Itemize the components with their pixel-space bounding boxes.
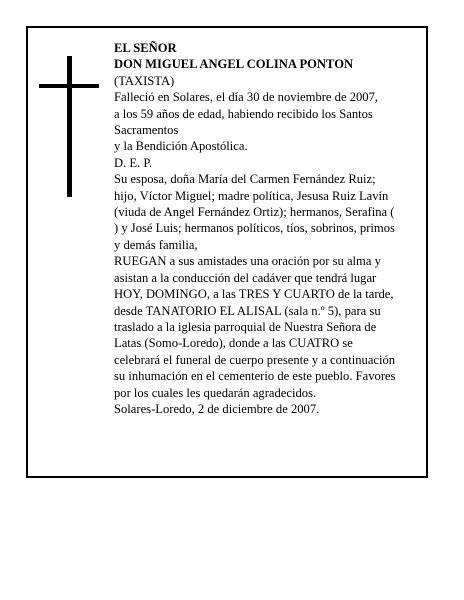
family-line: Su esposa, doña María del Carmen Fernández Ruiz; <box>114 172 376 187</box>
request-line: por los cuales les quedarán agradecidos. <box>114 385 317 400</box>
request-line: RUEGAN a sus amistades una oración por su alma y <box>114 254 381 269</box>
request-line: HOY, DOMINGO, a las TRES Y CUARTO de la tarde, <box>114 287 394 302</box>
family-line: y demás familia, <box>114 237 198 252</box>
request-line: asistan a la conducción del cadáver que tendrá lugar <box>114 270 377 285</box>
request-line: su inhumación en el cementerio de este pueblo. Favores <box>114 369 396 384</box>
notice-title: EL SEÑOR <box>114 41 177 55</box>
death-line: a los 59 años de edad, habiendo recibido los Santos <box>114 106 373 121</box>
obituary-text <box>114 40 426 417</box>
request-line: celebrará el funeral de cuerpo presente y a continuación <box>114 352 396 367</box>
family-line: ) y José Luis; hermanos políticos, tíos, sobrinos, primos <box>114 221 395 236</box>
deceased-name: DON MIGUEL ANGEL COLINA PONTON <box>114 57 354 72</box>
deceased-occupation: (TAXISTA) <box>114 73 175 88</box>
place-date: Solares-Loredo, 2 de diciembre de 2007. <box>114 401 320 416</box>
request-line: Latas (Somo-Loredo), donde a las CUATRO se <box>114 336 353 351</box>
cross-icon <box>67 56 72 197</box>
death-line: Sacramentos <box>114 123 179 138</box>
family-line: (viuda de Angel Fernández Ortiz); hermanos, Serafina ( <box>114 205 395 220</box>
obituary-notice <box>26 26 428 478</box>
death-line: y la Bendición Apostólica. <box>114 139 248 154</box>
rip-text: D. E. P. <box>114 155 153 170</box>
request-line: desde TANATORIO EL ALISAL (sala n.º 5), para su <box>114 303 381 318</box>
request-line: traslado a la iglesia parroquial de Nuestra Señora de <box>114 319 377 334</box>
family-line: hijo, Víctor Miguel; madre política, Jesusa Ruiz Lavín <box>114 188 389 203</box>
cross-icon-bar <box>39 84 99 88</box>
death-line: Falleció en Solares, el día 30 de noviembre de 2007, <box>114 90 379 105</box>
